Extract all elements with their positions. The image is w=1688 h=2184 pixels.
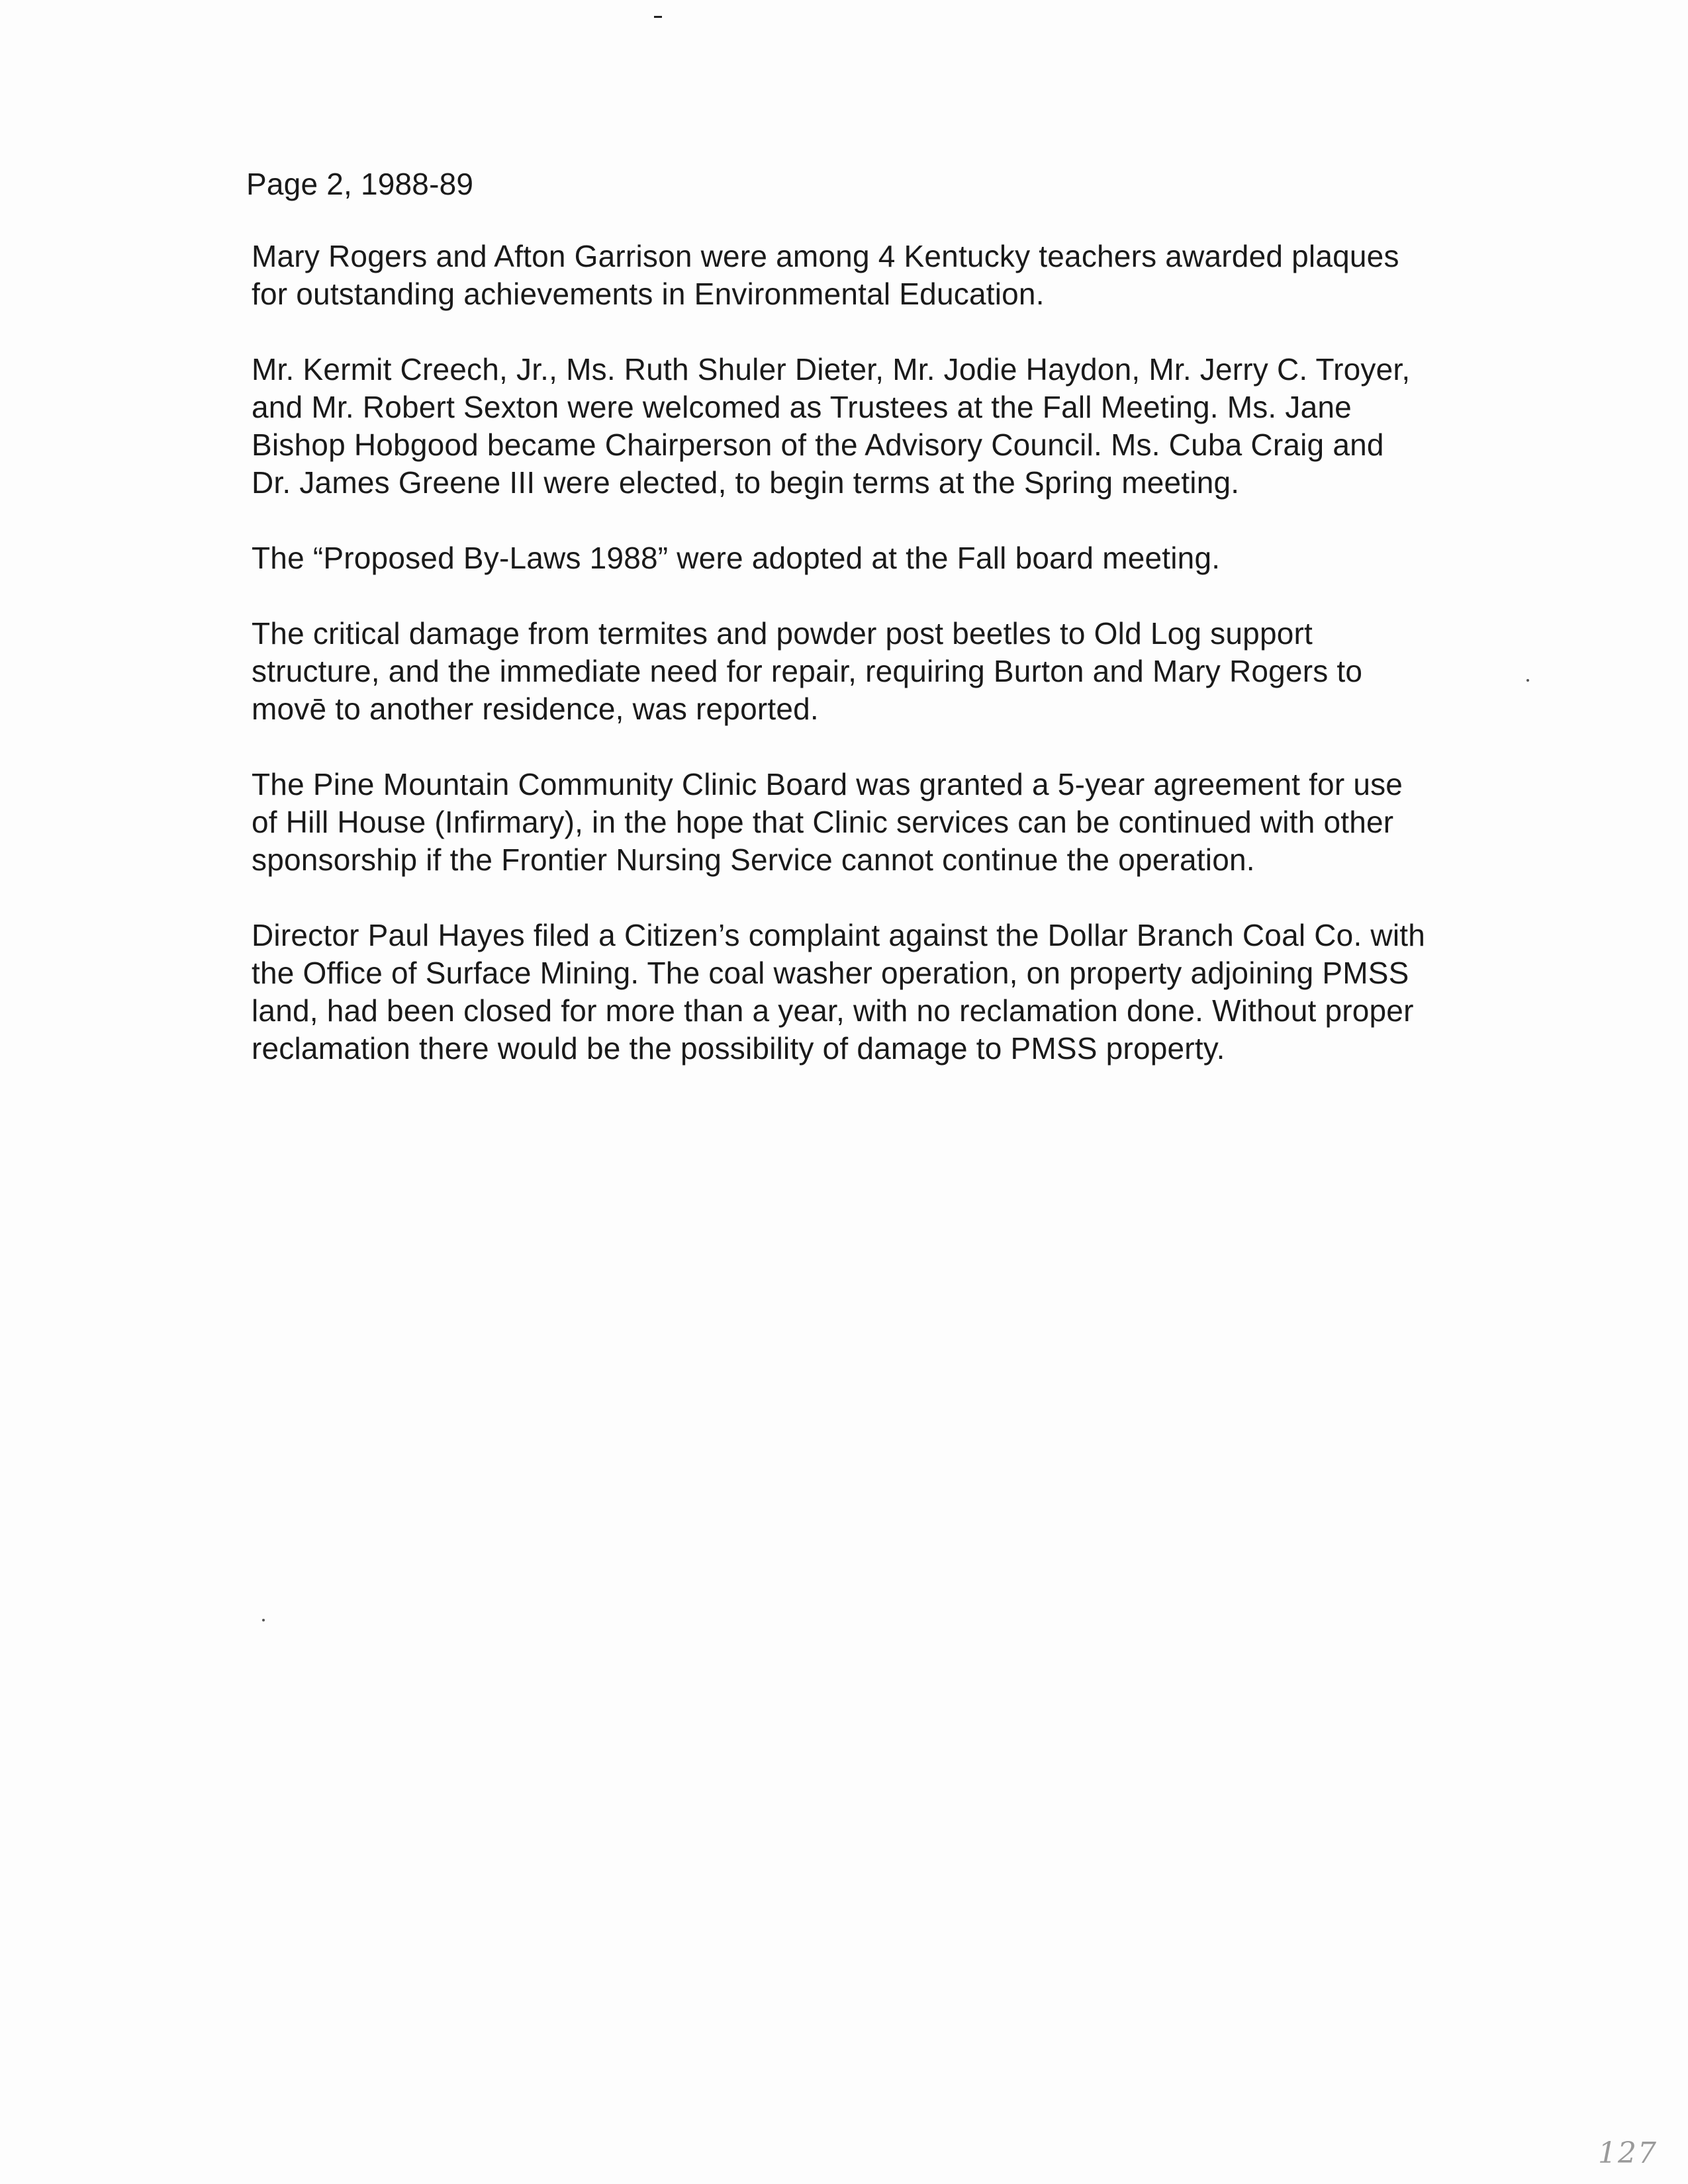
text-line: structure, and the immediate need for repair, requiring Burton and Mary Rogers to xyxy=(252,654,1363,688)
text-line: Dr. James Greene III were elected, to begin terms at the Spring meeting. xyxy=(252,465,1240,500)
handwritten-page-number: 127 xyxy=(1598,2136,1658,2170)
text-line: for outstanding achievements in Environmental Education. xyxy=(252,277,1045,311)
page-header: Page 2, 1988-89 xyxy=(246,167,474,201)
paragraph-mining-complaint xyxy=(252,917,1557,1068)
text-line: reclamation there would be the possibility of damage to PMSS property. xyxy=(252,1031,1225,1066)
text-line: Bishop Hobgood became Chairperson of the Advisory Council. Ms. Cuba Craig and xyxy=(252,428,1384,462)
text-line: Director Paul Hayes filed a Citizen’s complaint against the Dollar Branch Coal Co. with xyxy=(252,918,1426,952)
text-line: sponsorship if the Frontier Nursing Service cannot continue the operation. xyxy=(252,842,1255,877)
text-line: land, had been closed for more than a year, with no reclamation done. Without proper xyxy=(252,993,1414,1028)
text-line: The critical damage from termites and powder post beetles to Old Log support xyxy=(252,616,1313,651)
paragraph-environmental-awards xyxy=(252,238,1557,313)
text-line: Mary Rogers and Afton Garrison were among 4 Kentucky teachers awarded plaques xyxy=(252,239,1399,273)
text-line: and Mr. Robert Sexton were welcomed as Trustees at the Fall Meeting. Ms. Jane xyxy=(252,390,1352,424)
scan-mark xyxy=(654,16,662,18)
scan-speck xyxy=(1526,679,1529,682)
paragraph-trustees xyxy=(252,351,1557,502)
text-line: the Office of Surface Mining. The coal washer operation, on property adjoining PMSS xyxy=(252,956,1409,990)
text-line: The Pine Mountain Community Clinic Board was granted a 5-year agreement for use xyxy=(252,767,1403,801)
text-line: The “Proposed By-Laws 1988” were adopted at the Fall board meeting. xyxy=(252,541,1221,575)
document-body xyxy=(246,165,1557,1105)
text-line: movē to another residence, was reported. xyxy=(252,692,819,726)
scan-speck xyxy=(262,1619,265,1621)
paragraph-termite-damage xyxy=(252,615,1557,728)
text-line: of Hill House (Infirmary), in the hope that Clinic services can be continued with other xyxy=(252,805,1394,839)
text-line: Mr. Kermit Creech, Jr., Ms. Ruth Shuler Dieter, Mr. Jodie Haydon, Mr. Jerry C. Troyer, xyxy=(252,352,1411,387)
paragraph-by-laws xyxy=(252,539,1557,577)
paragraph-clinic-agreement xyxy=(252,766,1557,879)
